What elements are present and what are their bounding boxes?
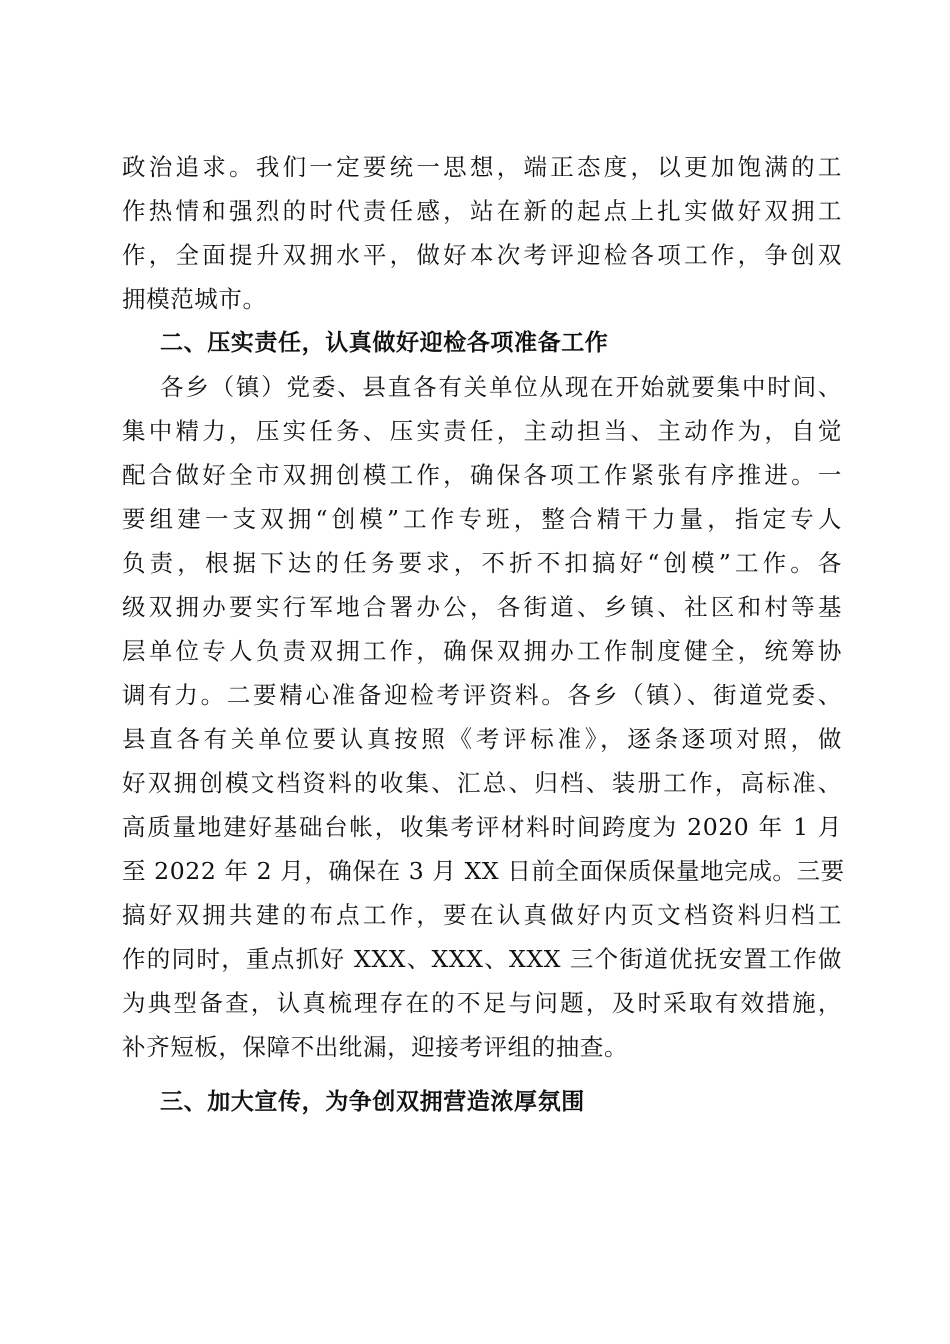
body-text-line: 调有力。二要精心准备迎检考评资料。各乡（镇）、街道党委、 bbox=[122, 681, 842, 709]
section-heading-2: 二、压实责任，认真做好迎检各项准备工作 bbox=[160, 330, 609, 356]
body-text-line: 拥模范城市。 bbox=[122, 285, 267, 313]
body-text-line: 搞好双拥共建的布点工作，要在认真做好内页文档资料归档工 bbox=[122, 901, 842, 929]
body-text-line: 要组建一支双拥“创模”工作专班，整合精干力量，指定专人 bbox=[122, 505, 842, 533]
body-text-line: 县直各有关单位要认真按照《考评标准》，逐条逐项对照，做 bbox=[122, 725, 842, 753]
body-text-line: 好双拥创模文档资料的收集、汇总、归档、装册工作，高标准、 bbox=[122, 769, 842, 797]
body-text-line: 至 2022 年 2 月，确保在 3 月 XX 日前全面保质保量地完成。三要 bbox=[122, 857, 845, 885]
body-text-line: 为典型备查，认真梳理存在的不足与问题，及时采取有效措施， bbox=[122, 989, 842, 1017]
body-text-line: 作，全面提升双拥水平，做好本次考评迎检各项工作，争创双 bbox=[122, 241, 842, 269]
section-heading-3: 三、加大宣传，为争创双拥营造浓厚氛围 bbox=[160, 1089, 585, 1115]
body-text-line: 集中精力，压实任务、压实责任，主动担当、主动作为，自觉 bbox=[122, 417, 842, 445]
body-text-line: 补齐短板，保障不出纰漏，迎接考评组的抽查。 bbox=[122, 1033, 629, 1061]
body-text-line: 负责，根据下达的任务要求，不折不扣搞好“创模”工作。各 bbox=[122, 549, 842, 577]
body-text-line: 配合做好全市双拥创模工作，确保各项工作紧张有序推进。一 bbox=[122, 461, 842, 489]
body-text-line: 高质量地建好基础台帐，收集考评材料时间跨度为 2020 年 1 月 bbox=[122, 813, 842, 841]
body-text-line: 政治追求。我们一定要统一思想，端正态度，以更加饱满的工 bbox=[122, 153, 842, 181]
body-text-line: 作热情和强烈的时代责任感，站在新的起点上扎实做好双拥工 bbox=[122, 197, 842, 225]
body-text-line: 层单位专人负责双拥工作，确保双拥办工作制度健全，统筹协 bbox=[122, 637, 842, 665]
body-text-line: 作的同时，重点抓好 XXX、XXX、XXX 三个街道优抚安置工作做 bbox=[122, 945, 842, 973]
body-text-line: 级双拥办要实行军地合署办公，各街道、乡镇、社区和村等基 bbox=[122, 593, 842, 621]
body-text-line: 各乡（镇）党委、县直各有关单位从现在开始就要集中时间、 bbox=[160, 373, 842, 401]
